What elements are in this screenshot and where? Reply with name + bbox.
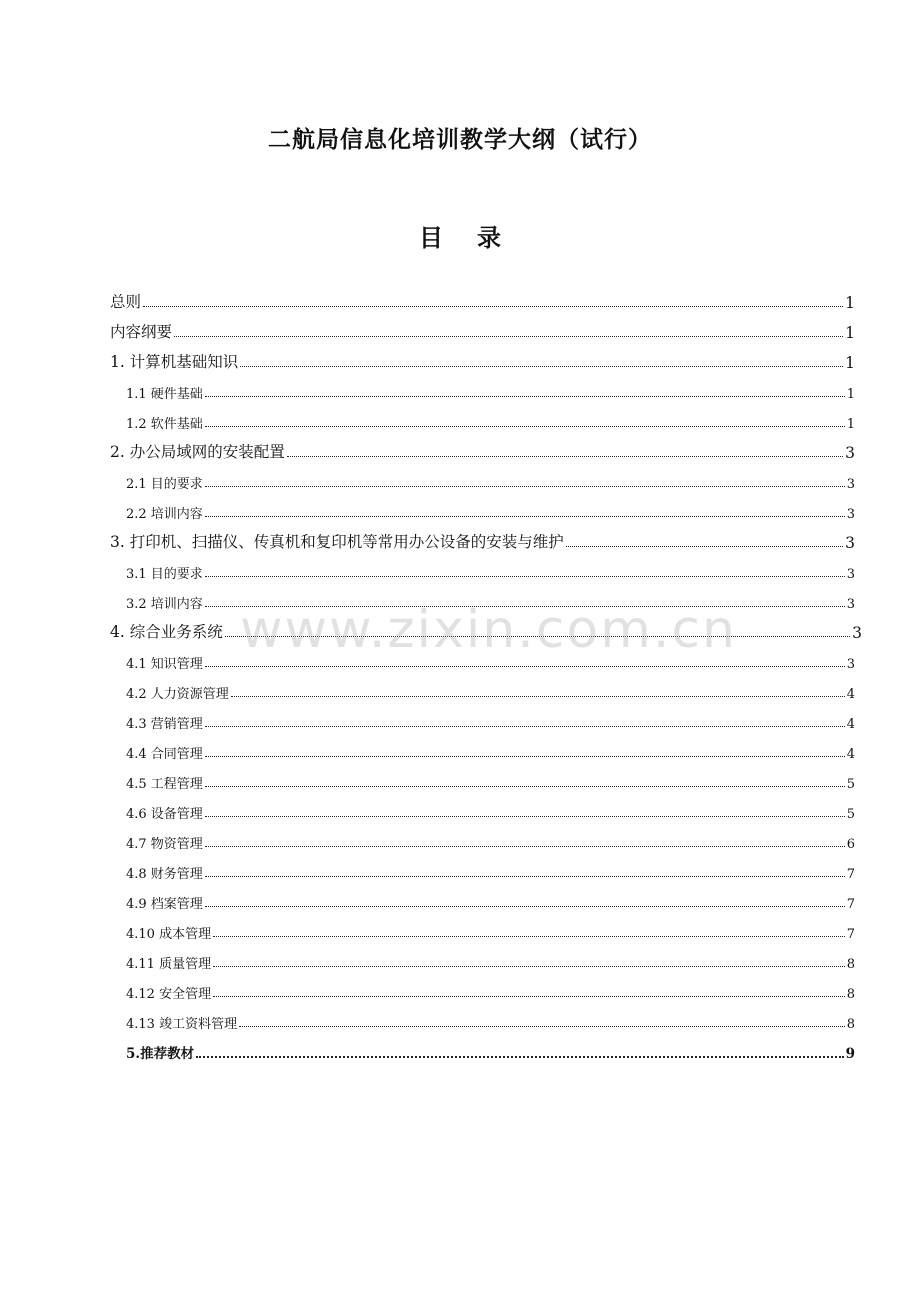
toc-leader-dots — [205, 786, 845, 787]
toc-entry-page: 1 — [846, 417, 855, 432]
toc-entry-page: 8 — [846, 1017, 855, 1032]
toc-entry-label: 3.1 目的要求 — [126, 567, 203, 582]
toc-entry-label: 2. 办公局域网的安装配置 — [110, 443, 285, 461]
toc-entry-label: 2.2 培训内容 — [126, 507, 203, 522]
toc-entry-label: 4.10 成本管理 — [126, 927, 212, 942]
toc-entry[interactable] — [110, 738, 855, 762]
toc-entry-label: 1. 计算机基础知识 — [110, 353, 239, 371]
toc-leader-dots — [205, 726, 845, 727]
toc-heading — [0, 218, 920, 253]
toc-leader-dots — [205, 606, 845, 607]
toc-entry-label: 4.3 营销管理 — [126, 717, 203, 732]
toc-leader-dots — [205, 516, 845, 517]
toc-leader-dots — [205, 426, 845, 427]
toc-entry-label: 4.13 竣工资料管理 — [126, 1017, 238, 1032]
toc-entry[interactable] — [110, 438, 855, 462]
toc-entry-label: 总则 — [110, 293, 142, 311]
toc-leader-dots — [213, 936, 845, 937]
toc-entry-label: 3. 打印机、扫描仪、传真机和复印机等常用办公设备的安装与维护 — [110, 533, 564, 551]
toc-leader-dots — [240, 366, 843, 367]
document-title: 二航局信息化培训教学大纲（试行） — [268, 126, 652, 153]
toc-leader-dots — [213, 996, 845, 997]
toc-entry-label: 4.2 人力资源管理 — [126, 687, 229, 702]
toc-leader-dots — [205, 396, 845, 397]
toc-entry[interactable] — [110, 588, 855, 612]
toc-heading-left: 目 — [419, 223, 443, 252]
toc-entry-label: 内容纲要 — [110, 323, 173, 341]
toc-entry[interactable] — [110, 468, 855, 492]
toc-entry-label: 4.4 合同管理 — [126, 747, 203, 762]
toc-entry[interactable] — [110, 648, 855, 672]
toc-entry-page: 1 — [845, 294, 855, 312]
toc-entry[interactable] — [110, 378, 855, 402]
toc-entry[interactable] — [110, 858, 855, 882]
toc-entry-label: 4.6 设备管理 — [126, 807, 203, 822]
toc-entry-page: 4 — [846, 687, 855, 702]
toc-leader-dots — [205, 846, 845, 847]
toc-entry[interactable] — [110, 678, 855, 702]
toc-entry-page: 1 — [845, 354, 855, 372]
toc-entry-page: 1 — [845, 324, 855, 342]
toc-entry-label: 4.11 质量管理 — [126, 957, 212, 972]
toc-entry-page: 3 — [852, 624, 862, 642]
toc-entry-label: 4. 综合业务系统 — [110, 623, 223, 641]
watermark: www.zixin.com.cn — [240, 600, 737, 660]
toc-entry[interactable] — [110, 948, 855, 972]
toc-entry-page: 3 — [846, 507, 855, 522]
toc-entry[interactable] — [110, 528, 855, 552]
toc-entry-label: 4.12 安全管理 — [126, 987, 212, 1002]
toc-entry-label: 5.推荐教材 — [126, 1046, 195, 1062]
toc-entry-page: 3 — [846, 477, 855, 492]
toc-entry-page: 3 — [846, 567, 855, 582]
toc-entry[interactable] — [110, 1038, 855, 1062]
toc-entry-label: 1.1 硬件基础 — [126, 387, 203, 402]
toc-entry-page: 7 — [846, 897, 855, 912]
toc-leader-dots — [205, 816, 845, 817]
toc-entry-label: 4.9 档案管理 — [126, 897, 203, 912]
toc-entry-page: 8 — [846, 957, 855, 972]
toc-entry-page: 5 — [846, 807, 855, 822]
toc-leader-dots — [213, 966, 845, 967]
toc-leader-dots — [231, 696, 845, 697]
toc-entry[interactable] — [110, 708, 855, 732]
toc-entry[interactable] — [110, 768, 855, 792]
toc-heading-right: 录 — [477, 223, 501, 252]
toc-entry-page: 5 — [846, 777, 855, 792]
toc-entry[interactable] — [110, 798, 855, 822]
toc-leader-dots — [205, 486, 845, 487]
toc-leader-dots — [205, 576, 845, 577]
toc-entry-label: 1.2 软件基础 — [126, 417, 203, 432]
toc-entry[interactable] — [110, 348, 855, 372]
toc-entry[interactable] — [110, 318, 855, 342]
toc-leader-dots — [287, 456, 843, 457]
toc-entry-page: 6 — [846, 837, 855, 852]
toc-entry-page: 4 — [846, 747, 855, 762]
toc-entry-page: 7 — [846, 867, 855, 882]
toc-entry-page: 7 — [846, 927, 855, 942]
toc-entry-label: 4.1 知识管理 — [126, 657, 203, 672]
toc-entry[interactable] — [110, 558, 855, 582]
toc-entry-page: 3 — [845, 444, 855, 462]
toc-leader-dots — [143, 306, 843, 307]
toc-entry-label: 4.7 物资管理 — [126, 837, 203, 852]
toc-leader-dots — [205, 906, 845, 907]
toc-leader-dots — [174, 336, 843, 337]
toc-leader-dots — [205, 666, 845, 667]
toc-entry[interactable] — [110, 408, 855, 432]
toc-leader-dots — [205, 876, 845, 877]
toc-entry[interactable] — [110, 1008, 855, 1032]
toc-entry[interactable] — [110, 288, 855, 312]
toc-leader-dots — [239, 1026, 845, 1027]
toc-leader-dots — [225, 636, 850, 637]
toc-leader-dots — [196, 1056, 844, 1058]
toc-entry-page: 8 — [846, 987, 855, 1002]
toc-entry-label: 3.2 培训内容 — [126, 597, 203, 612]
toc-entry-page: 1 — [846, 387, 855, 402]
toc-entry-label: 4.8 财务管理 — [126, 867, 203, 882]
toc-entry-page: 3 — [845, 534, 855, 552]
toc-entry[interactable] — [110, 618, 862, 642]
toc-entry[interactable] — [110, 498, 855, 522]
toc-leader-dots — [205, 756, 845, 757]
toc-entry-page: 4 — [846, 717, 855, 732]
toc-entry[interactable] — [110, 828, 855, 852]
toc-entry[interactable] — [110, 918, 855, 942]
toc-entry-page: 9 — [845, 1046, 855, 1062]
toc-entry-label: 4.5 工程管理 — [126, 777, 203, 792]
toc-entry[interactable] — [110, 888, 855, 912]
toc-entry[interactable] — [110, 978, 855, 1002]
toc-entry-page: 3 — [846, 657, 855, 672]
toc-leader-dots — [566, 546, 843, 547]
toc-entry-label: 2.1 目的要求 — [126, 477, 203, 492]
toc-entry-page: 3 — [846, 597, 855, 612]
